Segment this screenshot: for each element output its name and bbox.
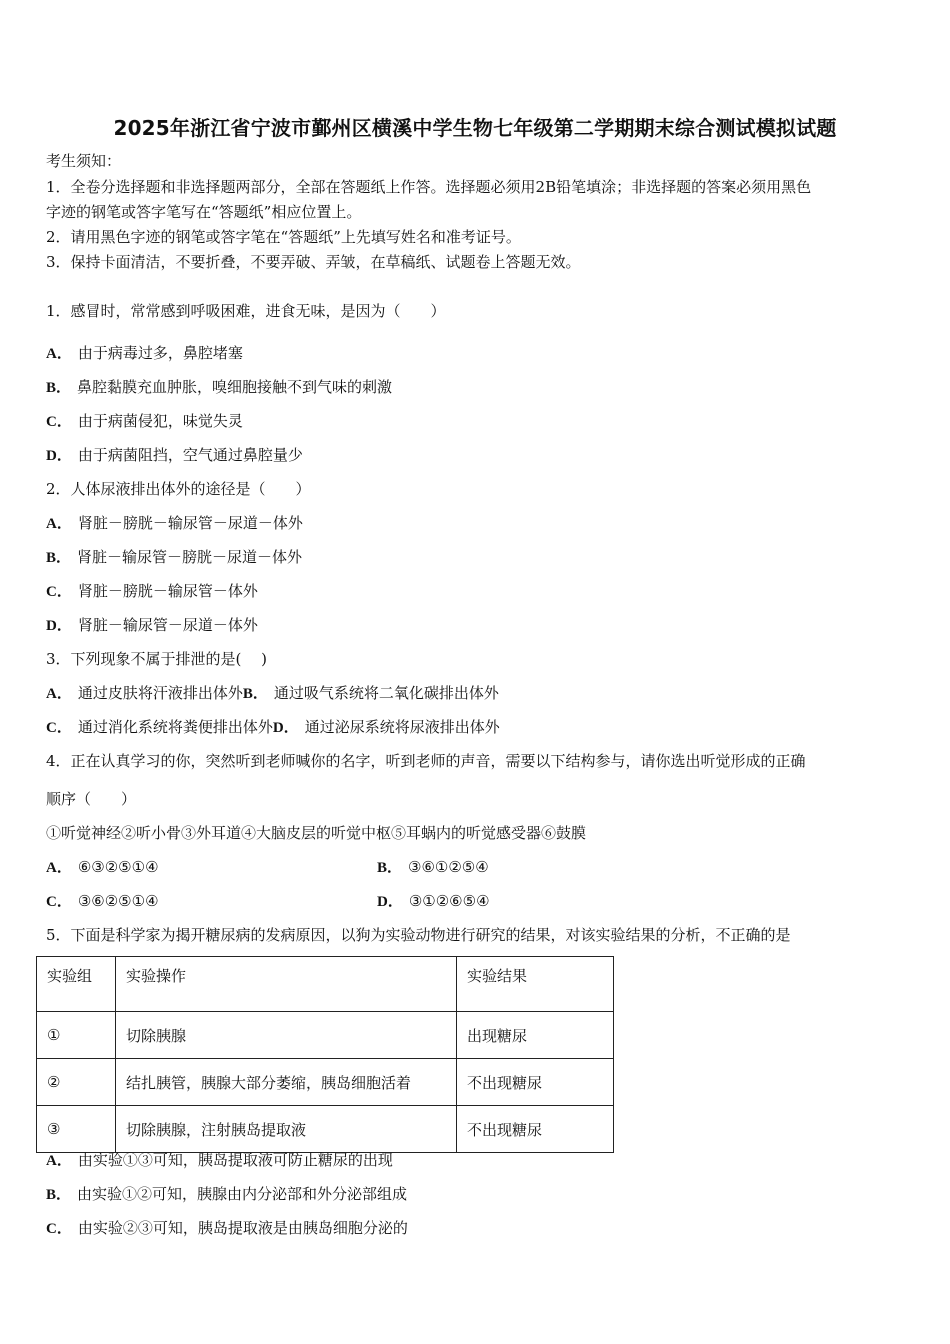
option-label: C． [46,1221,72,1237]
option-text: 通过吸气系统将二氧化碳排出体外 [273,684,499,702]
option-text: 肾脏－膀胱－输尿管－尿道－体外 [77,514,303,532]
q4-structure-list: ①听觉神经②听小骨③外耳道④大脑皮层的听觉中枢⑤耳蜗内的听觉感受器⑥鼓膜 [46,824,587,842]
option-text: 由实验②③可知，胰岛提取液是由胰岛细胞分泌的 [77,1219,408,1237]
option-text: ③⑥②⑤①④ [77,892,159,910]
notice-item-3: 3．保持卡面清洁，不要折叠，不要弄破、弄皱，在草稿纸、试题卷上答题无效。 [46,253,581,271]
option-label: A． [46,516,72,532]
option-text: 通过泌尿系统将尿液排出体外 [304,718,500,736]
table-row [37,1012,614,1059]
option-label: A． [46,346,72,362]
option-label: C． [46,584,72,600]
option-text: ③⑥①②⑤④ [408,858,489,876]
option-text: ③①②⑥⑤④ [408,892,490,910]
q1-stem: 1．感冒时，常常感到呼吸困难，进食无味，是因为（ ） [46,302,446,320]
q5-option-c [46,1218,408,1239]
notice-item-1a: 1．全卷分选择题和非选择题两部分，全部在答题纸上作答。选择题必须用2B铅笔填涂；非选择题的答案必须用黑色 [46,178,812,196]
option-text: 肾脏－膀胱－输尿管－体外 [77,582,258,600]
table-cell: ③ [37,1106,116,1153]
q2-option-d [46,615,258,636]
option-text: 通过消化系统将粪便排出体外 [77,718,273,736]
q3-options-row-2 [46,717,500,738]
q4-option-c [46,891,159,912]
q4-option-d [377,891,490,912]
table-header-cell: 实验结果 [457,957,614,1012]
option-label: B． [46,380,72,396]
q3-stem: 3．下列现象不属于排泄的是( ) [46,650,268,668]
option-text: 由实验①②可知，胰腺由内分泌部和外分泌部组成 [77,1185,408,1203]
q2-stem: 2．人体尿液排出体外的途径是（ ） [46,480,311,498]
table-cell: 出现糖尿 [457,1012,614,1059]
option-text: ⑥③②⑤①④ [77,858,159,876]
option-label: B． [377,860,403,876]
table-header-cell: 实验组 [37,957,116,1012]
option-label: B． [242,686,268,702]
option-text: 肾脏－输尿管－尿道－体外 [77,616,258,634]
option-label: B． [46,550,72,566]
q5-option-a [46,1150,393,1171]
option-text: 通过皮肤将汗液排出体外 [77,684,243,702]
q4-option-b [377,857,489,878]
option-text: 由实验①③可知，胰岛提取液可防止糖尿的出现 [77,1151,393,1169]
notice-heading: 考生须知： [46,152,122,170]
q4-stem-line-2: 顺序（ ） [46,790,137,808]
table-header-cell: 实验操作 [116,957,457,1012]
option-text: 由于病菌侵犯，味觉失灵 [77,412,243,430]
option-label: C． [46,414,72,430]
option-label: D． [272,720,299,736]
table-cell: 切除胰腺，注射胰岛提取液 [116,1106,457,1153]
option-label: D． [46,448,72,464]
q4-stem-line-1: 4．正在认真学习的你，突然听到老师喊你的名字，听到老师的声音，需要以下结构参与，请你选出听觉形成的正确 [46,752,806,770]
table-cell: ② [37,1059,116,1106]
q2-option-c [46,581,258,602]
option-text: 由于病毒过多，鼻腔堵塞 [77,344,243,362]
q1-option-c [46,411,243,432]
option-label: C． [46,894,72,910]
q1-option-d [46,445,303,466]
notice-item-2: 2．请用黑色字迹的钢笔或答字笔在“答题纸”上先填写姓名和准考证号。 [46,228,521,246]
q1-option-a [46,343,243,364]
q3-options-row-1 [46,683,499,704]
notice-item-1b: 字迹的钢笔或答字笔写在“答题纸”相应位置上。 [46,203,362,221]
table-cell: 结扎胰管，胰腺大部分萎缩，胰岛细胞活着 [116,1059,457,1106]
q4-option-a [46,857,159,878]
table-header-row [37,957,614,1012]
q2-option-a [46,513,303,534]
option-label: D． [377,894,403,910]
table-row [37,1106,614,1153]
option-label: B． [46,1187,72,1203]
option-label: C． [46,720,72,736]
option-label: A． [46,686,72,702]
q1-option-b [46,377,392,398]
option-text: 肾脏－输尿管－膀胱－尿道－体外 [77,548,303,566]
table-cell: 切除胰腺 [116,1012,457,1059]
option-label: D． [46,618,72,634]
q5-stem: 5．下面是科学家为揭开糖尿病的发病原因，以狗为实验动物进行研究的结果，对该实验结果的分析，不正确的是 [46,926,791,944]
q2-option-b [46,547,302,568]
table-cell: 不出现糖尿 [457,1059,614,1106]
option-label: A． [46,1153,72,1169]
experiment-table [36,956,614,1153]
option-label: A． [46,860,72,876]
q5-option-b [46,1184,407,1205]
table-row [37,1059,614,1106]
option-text: 由于病菌阻挡，空气通过鼻腔量少 [77,446,303,464]
table-cell: ① [37,1012,116,1059]
table-cell: 不出现糖尿 [457,1106,614,1153]
option-text: 鼻腔黏膜充血肿胀，嗅细胞接触不到气味的刺激 [77,378,393,396]
page-title: 2025年浙江省宁波市鄞州区横溪中学生物七年级第二学期期末综合测试模拟试题 [113,116,837,140]
